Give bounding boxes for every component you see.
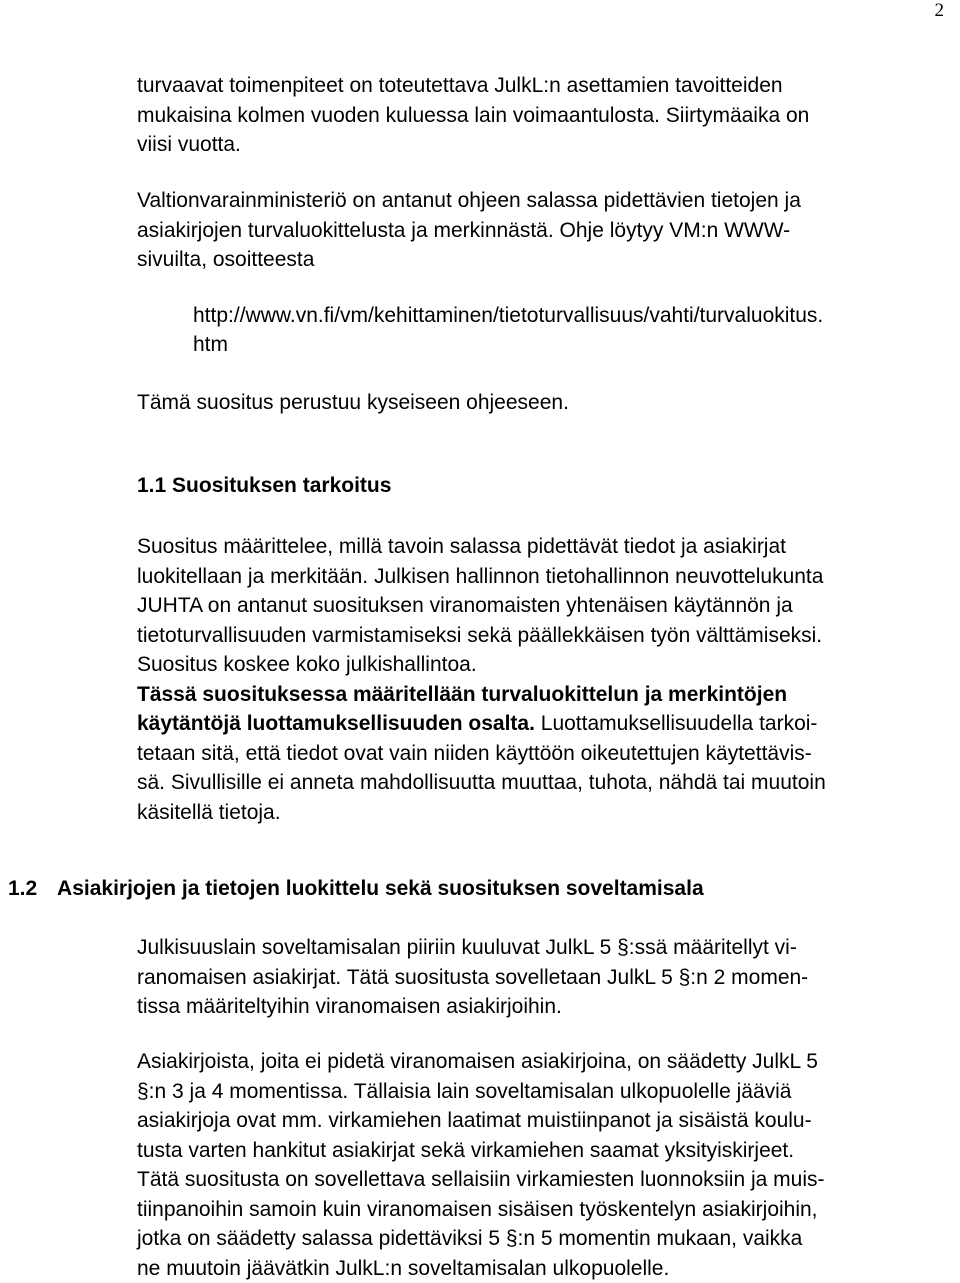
section-number: 1.2 <box>8 877 37 900</box>
text-line: luokitellaan ja merkitään. Julkisen hallinnon tietohallinnon neuvottelukunta <box>137 562 937 592</box>
section-1-1-body <box>137 532 937 827</box>
text-line: §:n 3 ja 4 momentissa. Tällaisia lain soveltamisalan ulkopuolelle jääviä <box>137 1077 937 1107</box>
text-line: Tämä suositus perustuu kyseiseen ohjeeseen. <box>137 388 937 418</box>
text-line: mukaisina kolmen vuoden kuluessa lain voimaantulosta. Siirtymäaika on <box>137 101 937 131</box>
url-line[interactable]: http://www.vn.fi/vm/kehittaminen/tietoturvallisuus/vahti/turvaluokitus. <box>193 301 823 330</box>
text-line: Julkisuuslain soveltamisalan piiriin kuuluvat JulkL 5 §:ssä määritellyt vi- <box>137 933 937 963</box>
text-line: tietoturvallisuuden varmistamiseksi sekä päällekkäisen työn välttämiseksi. <box>137 621 937 651</box>
section-1-2-paragraph-1 <box>137 933 937 1022</box>
text-line <box>137 709 937 739</box>
text-line: viisi vuotta. <box>137 130 937 160</box>
text-line: Valtionvarainministeriö on antanut ohjeen salassa pidettävien tietojen ja <box>137 186 937 216</box>
text-line: tetaan sitä, että tiedot ovat vain niiden käyttöön oikeutettujen käytettävis- <box>137 739 937 769</box>
text-line: JUHTA on antanut suosituksen viranomaisten yhtenäisen käytännön ja <box>137 591 937 621</box>
bold-text-line: Tässä suosituksessa määritellään turvaluokittelun ja merkintöjen <box>137 680 937 710</box>
text: Luottamuksellisuudella tarkoi- <box>535 712 817 735</box>
page-number: 2 <box>935 0 945 22</box>
text-line: Tätä suositusta on sovellettava sellaisiin virkamiesten luonnoksiin ja muis- <box>137 1165 937 1195</box>
text-line: tissa määriteltyihin viranomaisen asiakirjoihin. <box>137 992 937 1022</box>
intro-paragraph <box>137 71 937 160</box>
section-1-2-heading <box>8 877 704 901</box>
text-line: ranomaisen asiakirjat. Tätä suositusta sovelletaan JulkL 5 §:n 2 momen- <box>137 963 937 993</box>
vm-paragraph <box>137 186 937 275</box>
text-line: tiinpanoihin samoin kuin viranomaisen sisäisen työskentelyn asiakirjoihin, <box>137 1195 937 1225</box>
text-line: Suositus koskee koko julkishallintoa. <box>137 650 937 680</box>
text-line: asiakirjojen turvaluokittelusta ja merkinnästä. Ohje löytyy VM:n WWW- <box>137 216 937 246</box>
bold-text: käytäntöjä luottamuksellisuuden osalta. <box>137 712 535 735</box>
url-line[interactable]: htm <box>193 330 823 359</box>
text-line: sivuilta, osoitteesta <box>137 245 937 275</box>
text-line: asiakirjoja ovat mm. virkamiehen laatimat muistiinpanot ja sisäistä koulu- <box>137 1106 937 1136</box>
text-line: ne muutoin jäävätkin JulkL:n soveltamisalan ulkopuolelle. <box>137 1254 937 1283</box>
text-line: Asiakirjoista, joita ei pidetä viranomaisen asiakirjoina, on säädetty JulkL 5 <box>137 1047 937 1077</box>
text-line: jotka on säädetty salassa pidettäviksi 5 §:n 5 momentin mukaan, vaikka <box>137 1224 937 1254</box>
text-line: tusta varten hankitut asiakirjat sekä virkamiehen saamat yksityiskirjeet. <box>137 1136 937 1166</box>
vm-url[interactable] <box>193 301 823 359</box>
text-line: turvaavat toimenpiteet on toteutettava JulkL:n asettamien tavoitteiden <box>137 71 937 101</box>
section-1-1-heading: 1.1 Suosituksen tarkoitus <box>137 474 391 498</box>
text-line: Suositus määrittelee, millä tavoin salassa pidettävät tiedot ja asiakirjat <box>137 532 937 562</box>
section-1-2-paragraph-2 <box>137 1047 937 1283</box>
text-line: käsitellä tietoja. <box>137 798 937 828</box>
text-line: sä. Sivullisille ei anneta mahdollisuutta muuttaa, tuhota, nähdä tai muutoin <box>137 768 937 798</box>
section-title: Asiakirjojen ja tietojen luokittelu sekä suosituksen soveltamisala <box>57 877 704 900</box>
basis-text <box>137 388 937 418</box>
